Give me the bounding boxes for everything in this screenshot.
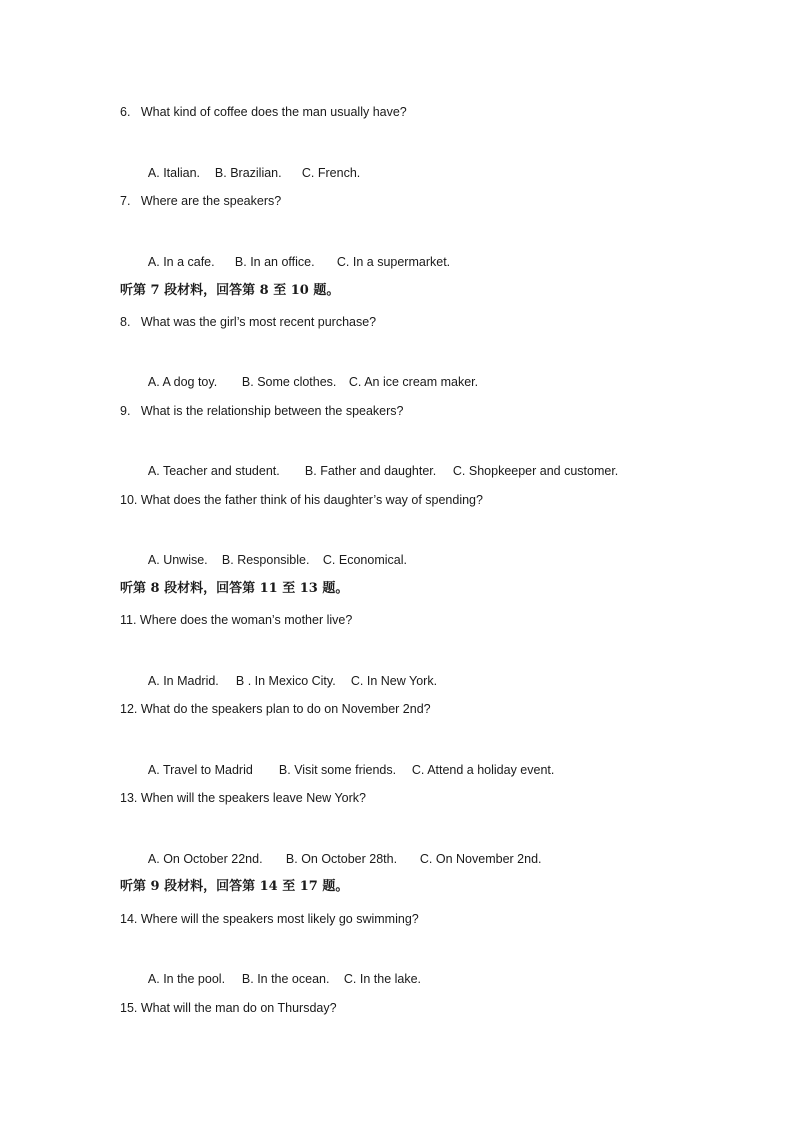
option-a: A. In a cafe. [147, 255, 215, 269]
option-c: C. On November 2nd. [419, 852, 542, 866]
option-b: B. Brazilian. [214, 166, 282, 180]
options-13 [134, 835, 542, 883]
question-10: 10. What does the father think of his daughter’s way of spending? [120, 493, 483, 507]
option-c: C. In a supermarket. [336, 255, 451, 269]
question-15: 15. What will the man do on Thursday? [120, 1001, 337, 1015]
option-b: B. On October 28th. [285, 852, 398, 866]
option-a: A. In the pool. [147, 972, 226, 986]
options-6 [134, 149, 360, 197]
option-c: C. Shopkeeper and customer. [452, 464, 619, 478]
option-c: C. An ice cream maker. [348, 375, 479, 389]
options-9 [134, 447, 618, 495]
option-b: B. In the ocean. [241, 972, 330, 986]
option-a: A. In Madrid. [147, 674, 219, 688]
option-c: C. In New York. [350, 674, 438, 688]
option-c: C. French. [301, 166, 361, 180]
option-a: A. Teacher and student. [147, 464, 280, 478]
section-heading-8: 听第 8 段材料，回答第 11 至 13 题。 [120, 581, 349, 596]
question-8: 8. What was the girl’s most recent purchase? [120, 315, 377, 329]
option-a: A. A dog toy. [147, 375, 218, 389]
question-9: 9. What is the relationship between the speakers? [120, 404, 404, 418]
option-b: B . In Mexico City. [235, 674, 336, 688]
option-b: B. Responsible. [221, 553, 310, 567]
question-13: 13. When will the speakers leave New York? [120, 791, 366, 805]
question-6: 6. What kind of coffee does the man usually have? [120, 105, 407, 119]
question-7: 7. Where are the speakers? [120, 194, 282, 208]
section-heading-7: 听第 7 段材料，回答第 8 至 10 题。 [120, 283, 340, 298]
option-b: B. Some clothes. [241, 375, 337, 389]
option-c: C. Economical. [322, 553, 407, 567]
option-b: B. Visit some friends. [278, 763, 397, 777]
options-14 [134, 955, 421, 1003]
options-12 [134, 746, 554, 794]
options-8 [134, 358, 478, 406]
option-a: A. Unwise. [147, 553, 208, 567]
options-10 [134, 536, 407, 584]
option-a: A. Italian. [147, 166, 201, 180]
option-b: B. In an office. [234, 255, 315, 269]
options-7 [134, 238, 450, 286]
option-c: C. In the lake. [343, 972, 422, 986]
question-12: 12. What do the speakers plan to do on November 2nd? [120, 702, 431, 716]
option-a: A. Travel to Madrid [147, 763, 253, 777]
section-heading-9: 听第 9 段材料，回答第 14 至 17 题。 [120, 879, 349, 894]
question-11: 11. Where does the woman’s mother live? [120, 613, 353, 627]
option-c: C. Attend a holiday event. [411, 763, 555, 777]
question-14: 14. Where will the speakers most likely go swimming? [120, 912, 419, 926]
options-11 [134, 657, 437, 705]
option-a: A. On October 22nd. [147, 852, 263, 866]
option-b: B. Father and daughter. [304, 464, 437, 478]
